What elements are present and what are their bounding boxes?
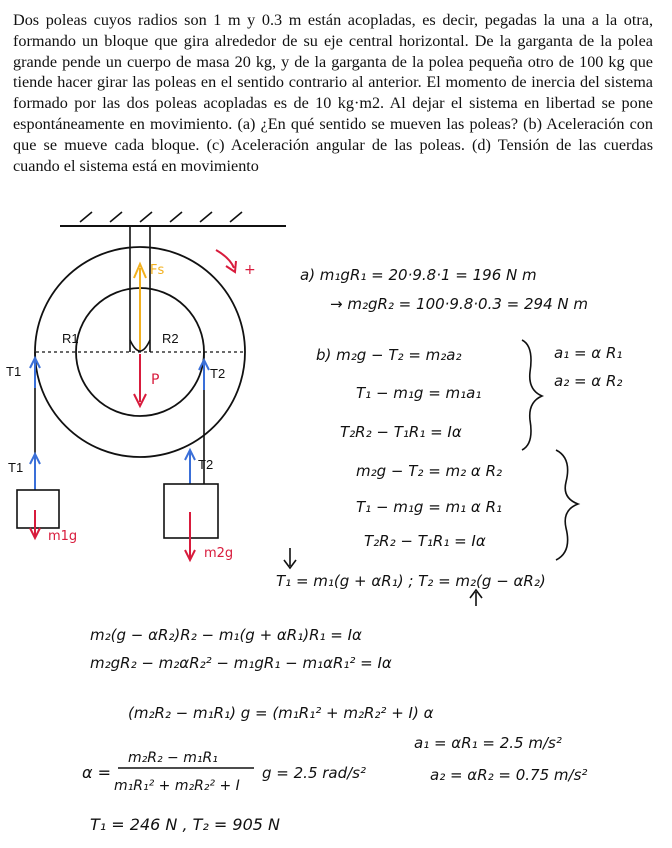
T1-top-arrow xyxy=(6,358,40,388)
c-eq1: m₂g − T₂ = m₂ α R₂ xyxy=(356,462,503,480)
brace-c xyxy=(556,450,578,560)
c-eq2: T₁ − m₁g = m₁ α R₁ xyxy=(356,498,503,516)
ceiling xyxy=(60,212,286,226)
label-T2-block: T2 xyxy=(198,457,214,472)
relation-a2: a₂ = α R₂ xyxy=(554,372,623,390)
label-T1-block: T1 xyxy=(8,460,24,475)
up-arrow xyxy=(470,590,482,606)
m1g-arrow xyxy=(30,510,77,544)
label-Fs: Fs xyxy=(150,263,165,278)
rotation-direction-arrow xyxy=(216,250,256,278)
down-arrow xyxy=(284,548,296,568)
weight-arrow xyxy=(134,354,159,406)
alpha-denominator: m₁R₁² + m₂R₂² + I xyxy=(114,778,240,794)
m2g-arrow xyxy=(185,512,233,561)
label-R2: R2 xyxy=(162,331,179,346)
acc-a1: a₁ = αR₁ = 2.5 m/s² xyxy=(414,734,562,752)
b-eq2: T₁ − m₁g = m₁a₁ xyxy=(356,384,482,402)
label-P: P xyxy=(151,372,160,388)
T1-block-arrow xyxy=(8,454,40,490)
b-eq3: T₂R₂ − T₁R₁ = Iα xyxy=(340,423,462,441)
block-m1 xyxy=(17,490,59,528)
label-m2g: m2g xyxy=(204,546,234,561)
acc-a2: a₂ = αR₂ = 0.75 m/s² xyxy=(430,766,588,784)
sub-line2: m₂gR₂ − m₂αR₂² − m₁gR₁ − m₁αR₁² = Iα xyxy=(90,654,392,672)
label-T2-top: T2 xyxy=(210,366,226,381)
sub-line1: m₂(g − αR₂)R₂ − m₁(g + αR₁)R₁ = Iα xyxy=(90,626,362,644)
label-T1-top: T1 xyxy=(6,364,22,379)
alpha-lhs: α = xyxy=(82,763,112,782)
answer-a-line2: → m₂gR₂ = 100·9.8·0.3 = 294 N m xyxy=(330,295,589,313)
alpha-numerator: m₂R₂ − m₁R₁ xyxy=(128,750,218,766)
relation-a1: a₁ = α R₁ xyxy=(554,344,623,362)
answer-a-line1: a) m₁gR₁ = 20·9.8·1 = 196 N m xyxy=(300,266,537,284)
sub-line3: (m₂R₂ − m₁R₁) g = (m₁R₁² + m₂R₂² + I) α xyxy=(128,704,434,722)
T2-block-arrow xyxy=(185,450,213,484)
label-R1: R1 xyxy=(62,331,79,346)
final-tensions: T₁ = 246 N , T₂ = 905 N xyxy=(90,815,280,834)
label-m1g: m1g xyxy=(48,529,78,544)
alpha-result: g = 2.5 rad/s² xyxy=(262,764,367,782)
tensions-line: T₁ = m₁(g + αR₁) ; T₂ = m₂(g − αR₂) xyxy=(276,572,546,590)
b-eq1: b) m₂g − T₂ = m₂a₂ xyxy=(316,346,462,364)
label-plus: + xyxy=(244,262,256,278)
brace-b xyxy=(522,340,542,450)
c-eq3: T₂R₂ − T₁R₁ = Iα xyxy=(364,532,486,550)
problem-text: Dos poleas cuyos radios son 1 m y 0.3 m están acopladas, es decir, pegadas la una a la otra, formando un bloque que gira alrededor de su eje central horizontal. De la garganta de la polea grande pende un cuerpo de masa 20 kg, y de la garganta de la polea pequeña otro de 100 kg que tiende hacer girar las poleas en el sentido contrario al anterior. El momento de inercia del sistema formado por las dos poleas acopladas es de 10 kg·m2. Al dejar el sistema en libertad se pone espontáneamente en movimiento. (a) ¿En qué sentido se mueven las poleas? (b) Aceleración con que se mueve cada bloque. (c) Aceleración angular de las poleas. (d) Tensión de las cuerdas cuando el sistema está en movimiento xyxy=(13,11,653,175)
